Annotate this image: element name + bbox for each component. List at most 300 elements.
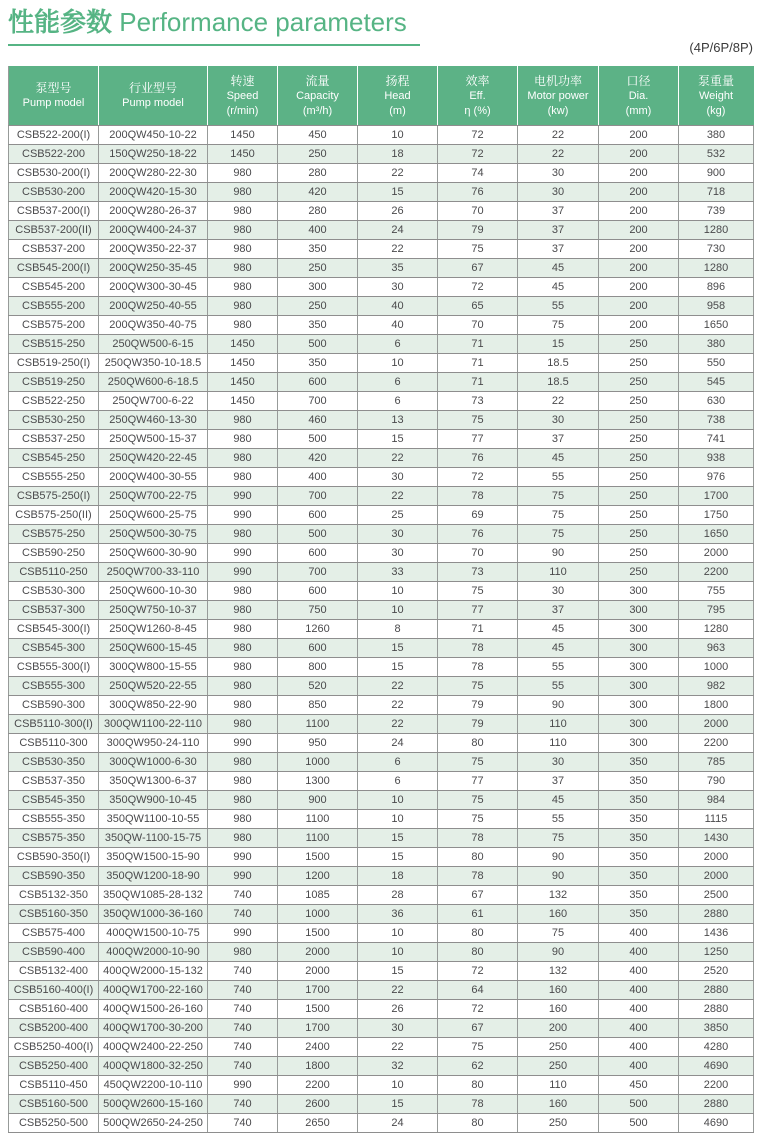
column-header-line: Speed (226, 89, 259, 102)
cell-motor-power: 45 (518, 791, 599, 810)
cell-pump-model: CSB5250-400(I) (9, 1038, 99, 1057)
cell-weight: 2880 (679, 1000, 754, 1019)
cell-weight: 1650 (679, 525, 754, 544)
cell-diameter: 250 (599, 411, 679, 430)
cell-diameter: 200 (599, 183, 679, 202)
column-header-line: (mm) (625, 104, 652, 117)
cell-motor-power: 75 (518, 525, 599, 544)
cell-efficiency: 78 (438, 658, 518, 677)
cell-speed: 740 (208, 1095, 278, 1114)
cell-pump-model: CSB515-250 (9, 335, 99, 354)
cell-speed: 980 (208, 620, 278, 639)
table-row (9, 506, 754, 525)
cell-industry-model: 200QW400-24-37 (99, 221, 208, 240)
cell-industry-model: 350QW1300-6-37 (99, 772, 208, 791)
cell-efficiency: 76 (438, 183, 518, 202)
cell-speed: 980 (208, 430, 278, 449)
cell-weight: 2200 (679, 1076, 754, 1095)
table-row (9, 316, 754, 335)
table-row (9, 848, 754, 867)
cell-capacity: 900 (278, 791, 358, 810)
cell-motor-power: 110 (518, 1076, 599, 1095)
cell-head: 6 (358, 772, 438, 791)
cell-capacity: 600 (278, 639, 358, 658)
cell-capacity: 500 (278, 525, 358, 544)
cell-efficiency: 71 (438, 354, 518, 373)
cell-efficiency: 71 (438, 620, 518, 639)
cell-efficiency: 61 (438, 905, 518, 924)
cell-motor-power: 55 (518, 677, 599, 696)
cell-capacity: 400 (278, 221, 358, 240)
cell-head: 30 (358, 468, 438, 487)
cell-efficiency: 64 (438, 981, 518, 1000)
cell-pump-model: CSB590-350(I) (9, 848, 99, 867)
cell-weight: 938 (679, 449, 754, 468)
column-header-line: Motor power (527, 89, 589, 102)
cell-capacity: 460 (278, 411, 358, 430)
cell-weight: 1650 (679, 316, 754, 335)
cell-pump-model: CSB530-200 (9, 183, 99, 202)
cell-speed: 980 (208, 696, 278, 715)
table-row (9, 886, 754, 905)
column-header-line: (m) (389, 104, 406, 117)
cell-pump-model: CSB545-350 (9, 791, 99, 810)
cell-head: 40 (358, 316, 438, 335)
cell-speed: 980 (208, 259, 278, 278)
cell-pump-model: CSB537-350 (9, 772, 99, 791)
column-header-line: 流量 (305, 73, 330, 88)
cell-pump-model: CSB545-300(I) (9, 620, 99, 639)
table-row (9, 411, 754, 430)
column-header-line: 泵型号 (35, 80, 72, 95)
cell-diameter: 250 (599, 506, 679, 525)
table-row (9, 1000, 754, 1019)
cell-pump-model: CSB5110-300 (9, 734, 99, 753)
cell-capacity: 700 (278, 487, 358, 506)
cell-motor-power: 75 (518, 316, 599, 335)
cell-efficiency: 70 (438, 316, 518, 335)
cell-diameter: 250 (599, 373, 679, 392)
cell-industry-model: 250QW420-22-45 (99, 449, 208, 468)
cell-head: 22 (358, 240, 438, 259)
cell-head: 15 (358, 430, 438, 449)
cell-weight: 958 (679, 297, 754, 316)
cell-pump-model: CSB522-250 (9, 392, 99, 411)
cell-weight: 2520 (679, 962, 754, 981)
cell-head: 26 (358, 1000, 438, 1019)
cell-motor-power: 110 (518, 563, 599, 582)
cell-pump-model: CSB575-350 (9, 829, 99, 848)
cell-pump-model: CSB5160-350 (9, 905, 99, 924)
cell-speed: 980 (208, 677, 278, 696)
cell-diameter: 200 (599, 164, 679, 183)
column-header-line: 电机功率 (533, 73, 582, 88)
cell-capacity: 400 (278, 468, 358, 487)
cell-industry-model: 300QW1100-22-110 (99, 715, 208, 734)
table-row (9, 696, 754, 715)
cell-speed: 980 (208, 715, 278, 734)
cell-weight: 718 (679, 183, 754, 202)
cell-speed: 980 (208, 943, 278, 962)
cell-efficiency: 72 (438, 962, 518, 981)
cell-efficiency: 75 (438, 791, 518, 810)
cell-industry-model: 200QW350-22-37 (99, 240, 208, 259)
cell-capacity: 350 (278, 316, 358, 335)
cell-head: 22 (358, 696, 438, 715)
cell-weight: 2500 (679, 886, 754, 905)
table-row (9, 487, 754, 506)
cell-weight: 963 (679, 639, 754, 658)
cell-head: 10 (358, 791, 438, 810)
cell-head: 15 (358, 183, 438, 202)
cell-motor-power: 110 (518, 734, 599, 753)
cell-pump-model: CSB5110-300(I) (9, 715, 99, 734)
column-header-line: Pump model (22, 97, 85, 110)
cell-speed: 980 (208, 772, 278, 791)
cell-motor-power: 250 (518, 1114, 599, 1133)
cell-motor-power: 22 (518, 126, 599, 145)
cell-industry-model: 250QW1260-8-45 (99, 620, 208, 639)
cell-pump-model: CSB519-250 (9, 373, 99, 392)
cell-motor-power: 30 (518, 582, 599, 601)
table-row (9, 430, 754, 449)
column-header-diameter (599, 66, 679, 126)
cell-motor-power: 30 (518, 183, 599, 202)
cell-diameter: 200 (599, 126, 679, 145)
cell-diameter: 250 (599, 392, 679, 411)
cell-motor-power: 37 (518, 772, 599, 791)
table-row (9, 620, 754, 639)
cell-industry-model: 200QW280-26-37 (99, 202, 208, 221)
table-row (9, 183, 754, 202)
cell-motor-power: 250 (518, 1057, 599, 1076)
cell-head: 30 (358, 544, 438, 563)
cell-capacity: 850 (278, 696, 358, 715)
cell-motor-power: 55 (518, 810, 599, 829)
cell-diameter: 250 (599, 449, 679, 468)
cell-speed: 990 (208, 544, 278, 563)
cell-head: 22 (358, 677, 438, 696)
cell-head: 30 (358, 278, 438, 297)
cell-efficiency: 67 (438, 259, 518, 278)
cell-weight: 741 (679, 430, 754, 449)
cell-weight: 550 (679, 354, 754, 373)
cell-pump-model: CSB5110-450 (9, 1076, 99, 1095)
cell-weight: 785 (679, 753, 754, 772)
cell-head: 30 (358, 525, 438, 544)
cell-weight: 1430 (679, 829, 754, 848)
cell-capacity: 700 (278, 392, 358, 411)
cell-industry-model: 450QW2200-10-110 (99, 1076, 208, 1095)
cell-efficiency: 77 (438, 772, 518, 791)
cell-head: 10 (358, 601, 438, 620)
cell-speed: 980 (208, 183, 278, 202)
table-row (9, 1038, 754, 1057)
cell-industry-model: 350QW1000-36-160 (99, 905, 208, 924)
cell-speed: 1450 (208, 373, 278, 392)
page-title-en: Performance parameters (112, 7, 407, 37)
cell-pump-model: CSB5160-400 (9, 1000, 99, 1019)
cell-efficiency: 80 (438, 943, 518, 962)
cell-motor-power: 132 (518, 886, 599, 905)
cell-motor-power: 45 (518, 620, 599, 639)
cell-weight: 3850 (679, 1019, 754, 1038)
cell-efficiency: 75 (438, 411, 518, 430)
cell-speed: 980 (208, 278, 278, 297)
cell-weight: 4280 (679, 1038, 754, 1057)
cell-industry-model: 350QW-1100-15-75 (99, 829, 208, 848)
cell-pump-model: CSB5200-400 (9, 1019, 99, 1038)
cell-motor-power: 37 (518, 240, 599, 259)
cell-head: 32 (358, 1057, 438, 1076)
cell-weight: 1000 (679, 658, 754, 677)
cell-diameter: 450 (599, 1076, 679, 1095)
table-row (9, 449, 754, 468)
table-row (9, 373, 754, 392)
column-header-line: (kg) (706, 104, 726, 117)
cell-head: 22 (358, 487, 438, 506)
cell-head: 22 (358, 715, 438, 734)
cell-speed: 980 (208, 297, 278, 316)
cell-motor-power: 30 (518, 753, 599, 772)
cell-industry-model: 250QW600-30-90 (99, 544, 208, 563)
column-header-weight (679, 66, 754, 126)
table-row (9, 202, 754, 221)
cell-speed: 740 (208, 1057, 278, 1076)
cell-diameter: 350 (599, 829, 679, 848)
cell-pump-model: CSB522-200(I) (9, 126, 99, 145)
column-header-line: 转速 (230, 73, 255, 88)
cell-pump-model: CSB575-250(I) (9, 487, 99, 506)
cell-weight: 755 (679, 582, 754, 601)
cell-efficiency: 72 (438, 278, 518, 297)
cell-efficiency: 67 (438, 886, 518, 905)
cell-industry-model: 400QW1500-10-75 (99, 924, 208, 943)
table-row (9, 164, 754, 183)
column-header-line: 效率 (465, 73, 490, 88)
cell-diameter: 200 (599, 297, 679, 316)
table-row (9, 905, 754, 924)
cell-diameter: 300 (599, 677, 679, 696)
cell-motor-power: 45 (518, 639, 599, 658)
cell-efficiency: 70 (438, 544, 518, 563)
cell-diameter: 200 (599, 316, 679, 335)
cell-head: 18 (358, 145, 438, 164)
cell-weight: 1280 (679, 221, 754, 240)
cell-pump-model: CSB590-350 (9, 867, 99, 886)
cell-weight: 380 (679, 126, 754, 145)
cell-speed: 980 (208, 468, 278, 487)
cell-capacity: 1000 (278, 753, 358, 772)
column-header-line: Capacity (296, 89, 339, 102)
cell-efficiency: 65 (438, 297, 518, 316)
table-row (9, 1076, 754, 1095)
cell-efficiency: 72 (438, 126, 518, 145)
cell-diameter: 250 (599, 563, 679, 582)
cell-industry-model: 300QW1000-6-30 (99, 753, 208, 772)
cell-diameter: 350 (599, 772, 679, 791)
cell-diameter: 300 (599, 639, 679, 658)
cell-efficiency: 69 (438, 506, 518, 525)
cell-speed: 980 (208, 316, 278, 335)
cell-weight: 2880 (679, 981, 754, 1000)
cell-speed: 980 (208, 525, 278, 544)
cell-pump-model: CSB519-250(I) (9, 354, 99, 373)
cell-capacity: 1100 (278, 829, 358, 848)
cell-industry-model: 350QW1085-28-132 (99, 886, 208, 905)
cell-speed: 740 (208, 962, 278, 981)
cell-capacity: 420 (278, 449, 358, 468)
cell-motor-power: 37 (518, 202, 599, 221)
cell-capacity: 1500 (278, 1000, 358, 1019)
cell-motor-power: 90 (518, 848, 599, 867)
cell-capacity: 250 (278, 145, 358, 164)
cell-industry-model: 350QW1200-18-90 (99, 867, 208, 886)
cell-industry-model: 200QW450-10-22 (99, 126, 208, 145)
cell-weight: 545 (679, 373, 754, 392)
cell-weight: 896 (679, 278, 754, 297)
cell-capacity: 420 (278, 183, 358, 202)
cell-motor-power: 30 (518, 411, 599, 430)
cell-pump-model: CSB530-200(I) (9, 164, 99, 183)
cell-head: 18 (358, 867, 438, 886)
cell-industry-model: 300QW950-24-110 (99, 734, 208, 753)
cell-head: 35 (358, 259, 438, 278)
cell-head: 15 (358, 829, 438, 848)
cell-diameter: 350 (599, 905, 679, 924)
cell-motor-power: 37 (518, 430, 599, 449)
cell-speed: 990 (208, 563, 278, 582)
cell-weight: 4690 (679, 1057, 754, 1076)
cell-industry-model: 400QW1500-26-160 (99, 1000, 208, 1019)
cell-weight: 730 (679, 240, 754, 259)
cell-industry-model: 200QW300-30-45 (99, 278, 208, 297)
cell-diameter: 350 (599, 810, 679, 829)
cell-efficiency: 75 (438, 582, 518, 601)
cell-diameter: 250 (599, 487, 679, 506)
cell-diameter: 400 (599, 981, 679, 1000)
cell-speed: 990 (208, 734, 278, 753)
cell-motor-power: 22 (518, 392, 599, 411)
cell-diameter: 350 (599, 848, 679, 867)
cell-pump-model: CSB590-300 (9, 696, 99, 715)
cell-speed: 980 (208, 202, 278, 221)
cell-head: 15 (358, 962, 438, 981)
cell-weight: 1750 (679, 506, 754, 525)
table-row (9, 715, 754, 734)
column-header-line: 行业型号 (128, 80, 177, 95)
cell-pump-model: CSB575-400 (9, 924, 99, 943)
cell-industry-model: 200QW250-40-55 (99, 297, 208, 316)
cell-efficiency: 72 (438, 1000, 518, 1019)
cell-pump-model: CSB537-200(I) (9, 202, 99, 221)
cell-speed: 990 (208, 924, 278, 943)
table-row (9, 525, 754, 544)
cell-weight: 1280 (679, 620, 754, 639)
cell-speed: 980 (208, 240, 278, 259)
cell-weight: 1700 (679, 487, 754, 506)
cell-diameter: 350 (599, 791, 679, 810)
cell-efficiency: 80 (438, 924, 518, 943)
cell-pump-model: CSB5160-400(I) (9, 981, 99, 1000)
cell-pump-model: CSB530-300 (9, 582, 99, 601)
cell-speed: 740 (208, 1114, 278, 1133)
cell-pump-model: CSB555-300(I) (9, 658, 99, 677)
table-row (9, 753, 754, 772)
cell-diameter: 350 (599, 867, 679, 886)
cell-capacity: 1100 (278, 810, 358, 829)
cell-pump-model: CSB555-350 (9, 810, 99, 829)
table-row (9, 297, 754, 316)
cell-pump-model: CSB545-200(I) (9, 259, 99, 278)
cell-speed: 980 (208, 582, 278, 601)
cell-capacity: 250 (278, 259, 358, 278)
cell-pump-model: CSB5132-350 (9, 886, 99, 905)
cell-industry-model: 250QW500-30-75 (99, 525, 208, 544)
cell-weight: 2880 (679, 905, 754, 924)
cell-head: 22 (358, 449, 438, 468)
cell-pump-model: CSB5160-500 (9, 1095, 99, 1114)
cell-motor-power: 75 (518, 829, 599, 848)
cell-pump-model: CSB5250-500 (9, 1114, 99, 1133)
cell-weight: 2000 (679, 867, 754, 886)
cell-weight: 739 (679, 202, 754, 221)
cell-industry-model: 400QW1700-30-200 (99, 1019, 208, 1038)
cell-pump-model: CSB5132-400 (9, 962, 99, 981)
cell-weight: 2200 (679, 734, 754, 753)
table-row (9, 1095, 754, 1114)
cell-industry-model: 400QW2000-15-132 (99, 962, 208, 981)
cell-speed: 980 (208, 449, 278, 468)
cell-industry-model: 250QW700-33-110 (99, 563, 208, 582)
cell-efficiency: 78 (438, 639, 518, 658)
cell-pump-model: CSB590-400 (9, 943, 99, 962)
cell-weight: 795 (679, 601, 754, 620)
cell-diameter: 300 (599, 734, 679, 753)
table-row (9, 582, 754, 601)
performance-parameters-table (8, 66, 754, 1133)
cell-weight: 1115 (679, 810, 754, 829)
table-row (9, 601, 754, 620)
cell-head: 6 (358, 392, 438, 411)
cell-diameter: 200 (599, 278, 679, 297)
cell-diameter: 400 (599, 1038, 679, 1057)
page-title (8, 4, 428, 40)
cell-industry-model: 250QW600-15-45 (99, 639, 208, 658)
cell-pump-model: CSB555-300 (9, 677, 99, 696)
cell-diameter: 250 (599, 430, 679, 449)
cell-diameter: 300 (599, 582, 679, 601)
cell-industry-model: 150QW250-18-22 (99, 145, 208, 164)
cell-weight: 4690 (679, 1114, 754, 1133)
cell-efficiency: 70 (438, 202, 518, 221)
cell-motor-power: 250 (518, 1038, 599, 1057)
cell-diameter: 400 (599, 1057, 679, 1076)
table-row (9, 563, 754, 582)
cell-industry-model: 250QW600-25-75 (99, 506, 208, 525)
cell-industry-model: 200QW280-22-30 (99, 164, 208, 183)
cell-capacity: 1200 (278, 867, 358, 886)
cell-industry-model: 500QW2650-24-250 (99, 1114, 208, 1133)
cell-efficiency: 74 (438, 164, 518, 183)
cell-weight: 900 (679, 164, 754, 183)
cell-efficiency: 79 (438, 696, 518, 715)
cell-industry-model: 350QW1500-15-90 (99, 848, 208, 867)
cell-motor-power: 160 (518, 1000, 599, 1019)
cell-efficiency: 78 (438, 1095, 518, 1114)
cell-efficiency: 80 (438, 848, 518, 867)
cell-industry-model: 250QW350-10-18.5 (99, 354, 208, 373)
